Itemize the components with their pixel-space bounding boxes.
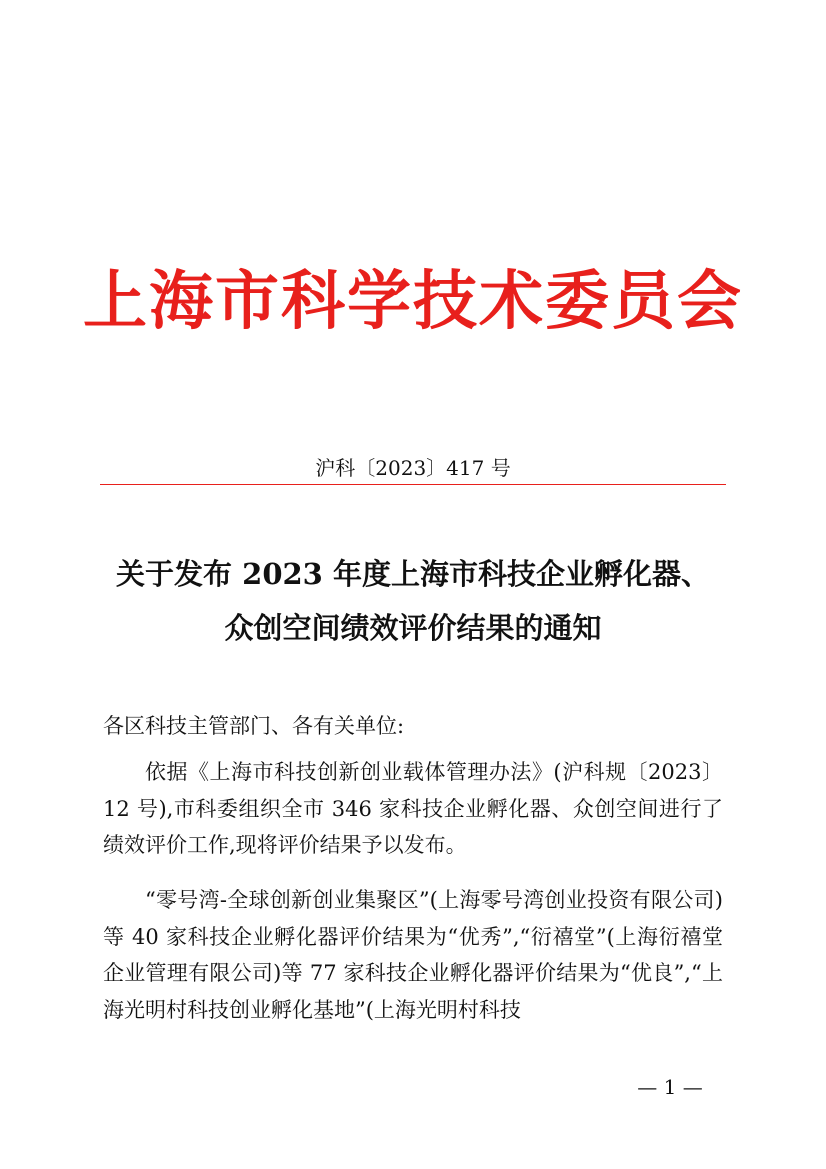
page-number: — 1 — [637, 1075, 703, 1099]
salutation: 各区科技主管部门、各有关单位: [103, 714, 405, 738]
body-paragraph-2: “零号湾-全球创新创业集聚区”(上海零号湾创业投资有限公司)等 40 家科技企业孵化器评价结果为“优秀”,“衍禧堂”(上海衍禧堂企业管理有限公司)等 77 家科技企业孵化器评价结果为“优良”,“上海光明村科技创业孵化基地”(上海光明村科技 [103, 888, 723, 1022]
title-line-2: 众创空间绩效评价结果的通知 [224, 611, 602, 645]
document-number: 沪科〔2023〕417 号 [315, 456, 511, 480]
title-line-1: 关于发布 2023 年度上海市科技企业孵化器、 [116, 557, 710, 591]
body-paragraph-1: 依据《上海市科技创新创业载体管理办法》(沪科规〔2023〕12 号),市科委组织全市 346 家科技企业孵化器、众创空间进行了绩效评价工作,现将评价结果予以发布。 [103, 760, 723, 857]
document-title [0, 547, 826, 655]
issuing-organization-header: 上海市科学技术委员会 [83, 264, 743, 339]
red-divider-line [100, 484, 726, 485]
